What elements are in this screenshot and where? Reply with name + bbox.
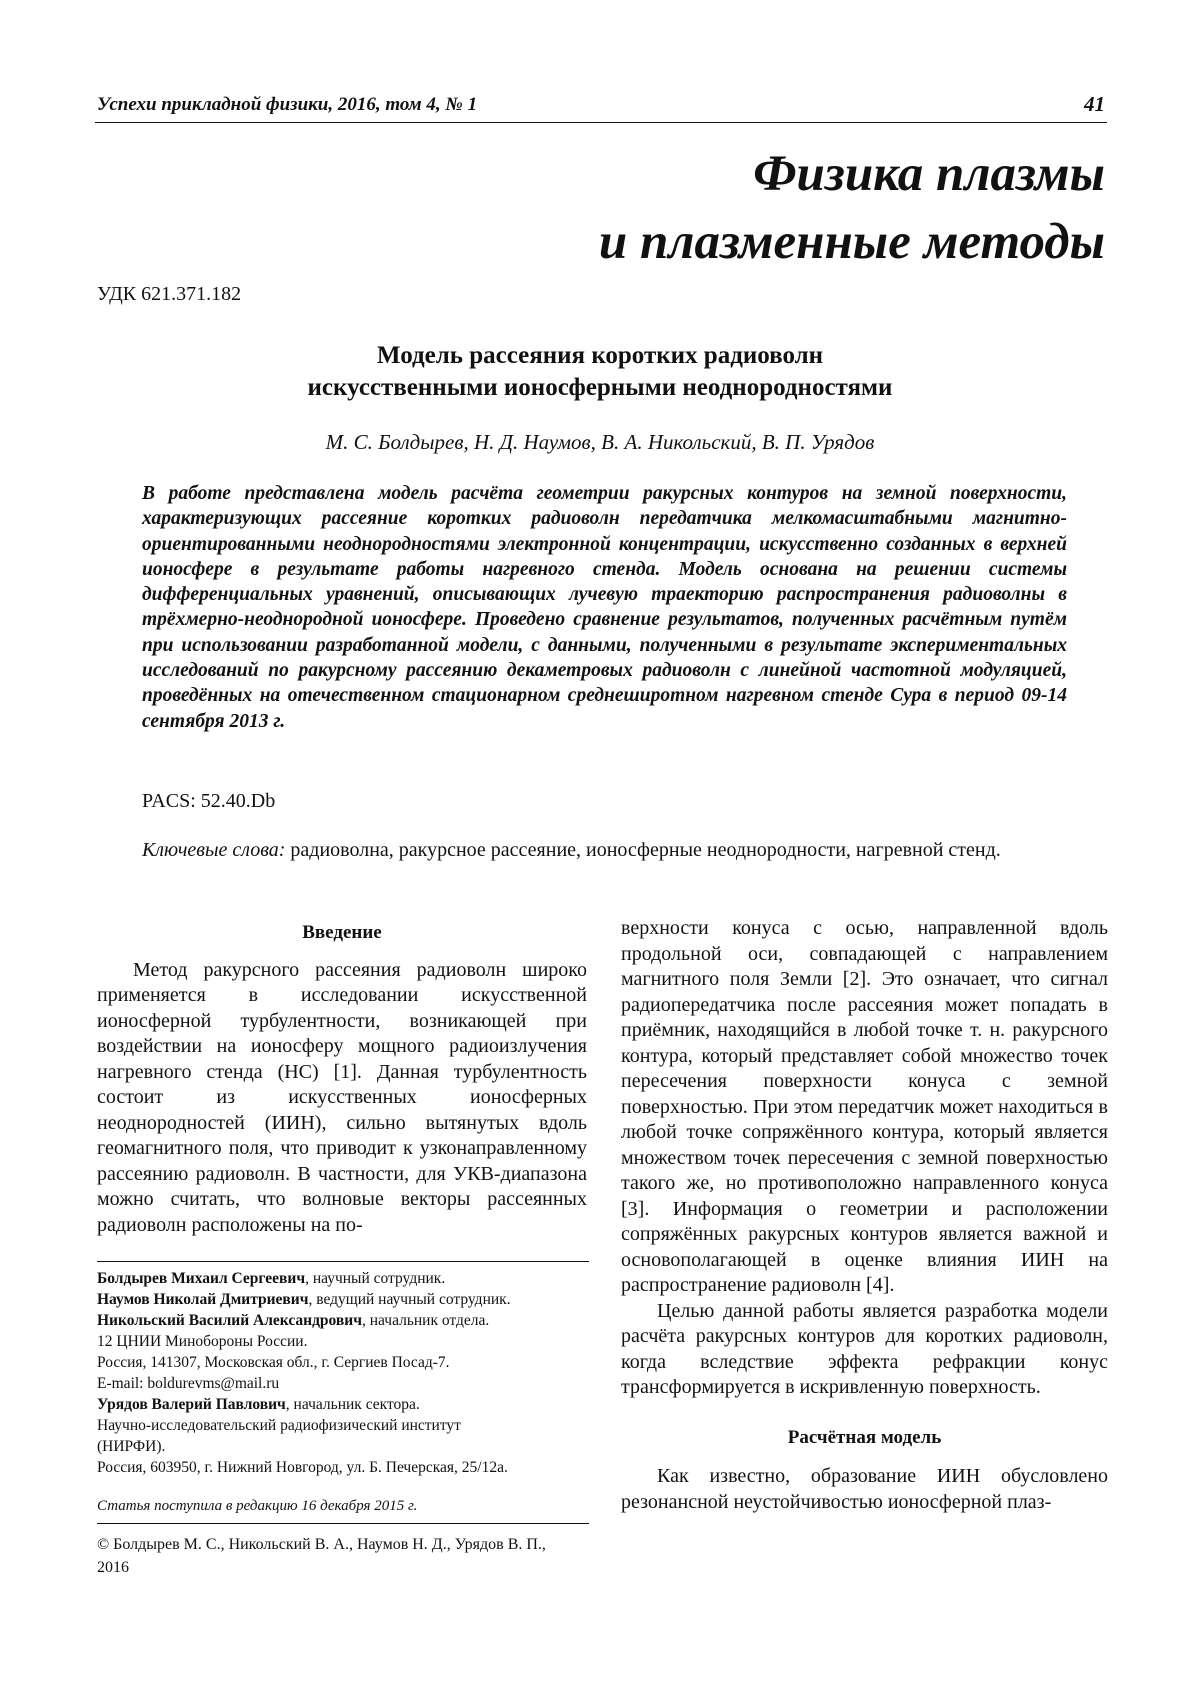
footnote-line: Урядов Валерий Павлович, начальник сектора. bbox=[97, 1396, 420, 1413]
header-rule bbox=[95, 122, 1107, 123]
footnote-line: Россия, 141307, Московская обл., г. Сергиев Посад-7. bbox=[97, 1354, 450, 1371]
footnote-rule bbox=[97, 1261, 589, 1262]
copyright-rule bbox=[97, 1523, 589, 1524]
footnote-line: 12 ЦНИИ Минобороны России. bbox=[97, 1333, 308, 1350]
model-heading: Расчётная модель bbox=[787, 1426, 942, 1448]
keywords bbox=[142, 838, 1067, 863]
paper-title-line-2: искусственными ионосферными неоднородностями bbox=[307, 374, 893, 401]
right-paragraph-1: верхности конуса с осью, направленной вдоль продольной оси, совпадающей с направлением магнитного поля Земли [2]. Это означает, что сигнал радиопередатчика после рассеяния может попадать в приёмник, находящийся в любой точке т. н. ракурсного контура, который представляет собой множество точек пересечения поверхности конуса с земной поверхностью. При этом передатчик может находиться в любой точке сопряжённого контура, который является множеством точек пересечения с земной поверхностью такого же, но противоположно направленного конуса [3]. Информация о геометрии и расположении сопряжённых ракурсных контуров является важной и основополагающей в оценке влияния ИИН на распространение радиоволн [4]. bbox=[621, 917, 1108, 1296]
section-title-line-1: Физика плазмы bbox=[753, 146, 1105, 202]
paper-title-line-1: Модель рассеяния коротких радиоволн bbox=[376, 342, 824, 369]
section-title-line-2: и плазменные методы bbox=[598, 214, 1105, 270]
footnote-line: Россия, 603950, г. Нижний Новгород, ул. Б. Печерская, 25/12а. bbox=[97, 1459, 508, 1476]
section-title bbox=[599, 140, 1105, 276]
author-footnote bbox=[97, 1268, 589, 1478]
keywords-text: радиоволна, ракурсное рассеяние, ионосферные неоднородности, нагревной стенд. bbox=[290, 839, 1001, 861]
footnote-line: Болдырев Михаил Сергеевич, научный сотрудник. bbox=[97, 1270, 446, 1287]
right-column bbox=[621, 916, 1108, 1515]
footnote-line: Никольский Василий Александрович, начальник отдела. bbox=[97, 1312, 490, 1329]
abstract: В работе представлена модель расчёта геометрии ракурсных контуров на земной поверхности, характеризующих рассеяние коротких радиоволн передатчика мелкомасштабными магнитно-ориентированными неоднородностями электронной концентрации, искусственно созданных в верхней ионосфере в результате работы нагревного стенда. Модель основана на решении системы дифференциальных уравнений, описывающих лучевую траекторию распространения радиоволны в трёхмерно-неоднородной ионосфере. Проведено сравнение результатов, полученных расчётным путём при использовании разработанной модели, с данными, полученными в результате экспериментальных исследований по ракурсному рассеянию декаметровых радиоволн с линейной частотной модуляцией, проведённых на отечественном стационарном среднеширотном нагревном стенде Сура в период 09-14 сентября 2013 г. bbox=[142, 483, 1067, 732]
footnote-line: Научно-исследовательский радиофизический институт bbox=[97, 1417, 461, 1434]
footnote-line: Наумов Николай Дмитриевич, ведущий научный сотрудник. bbox=[97, 1291, 511, 1308]
left-column bbox=[97, 920, 587, 1238]
right-paragraph-3: Как известно, образование ИИН обусловлено резонансной неустойчивостью ионосферной плаз- bbox=[621, 1465, 1108, 1513]
intro-paragraph: Метод ракурсного рассеяния радиоволн широко применяется в исследовании искусственной ионосферной турбулентности, возникающей при воздействии на ионосферу мощного радиоизлучения нагревного стенда (НС) [1]. Данная турбулентность состоит из искусственных ионосферных неоднородностей (ИИН), сильно вытянутых вдоль геомагнитного поля, что приводит к узконаправленному рассеянию радиоволн. В частности, для УКВ-диапазона можно считать, что волновые векторы рассеянных радиоволн расположены на по- bbox=[97, 958, 587, 1236]
intro-heading: Введение bbox=[302, 922, 382, 943]
received-date: Статья поступила в редакцию 16 декабря 2015 г. bbox=[97, 1498, 418, 1514]
pacs-code: PACS: 52.40.Db bbox=[142, 790, 276, 812]
copyright: © Болдырев М. С., Никольский В. А., Наумов Н. Д., Урядов В. П., 2016 bbox=[97, 1536, 546, 1576]
journal-header: Успехи прикладной физики, 2016, том 4, № 1 bbox=[97, 94, 478, 115]
authors: М. С. Болдырев, Н. Д. Наумов, В. А. Никольский, В. П. Урядов bbox=[325, 430, 875, 454]
right-paragraph-2: Целью данной работы является разработка модели расчёта ракурсных контуров для коротких радиоволн, когда вследствие эффекта рефракции конус трансформируется в искривленную поверхность. bbox=[621, 1299, 1108, 1398]
footnote-email: E-mail: boldurevms@mail.ru bbox=[97, 1375, 280, 1392]
keywords-label: Ключевые слова: bbox=[142, 839, 286, 861]
udk-code: УДК 621.371.182 bbox=[97, 283, 242, 305]
footnote-line: (НИРФИ). bbox=[97, 1438, 166, 1455]
paper-title bbox=[0, 340, 1200, 404]
page-number: 41 bbox=[1084, 92, 1105, 116]
